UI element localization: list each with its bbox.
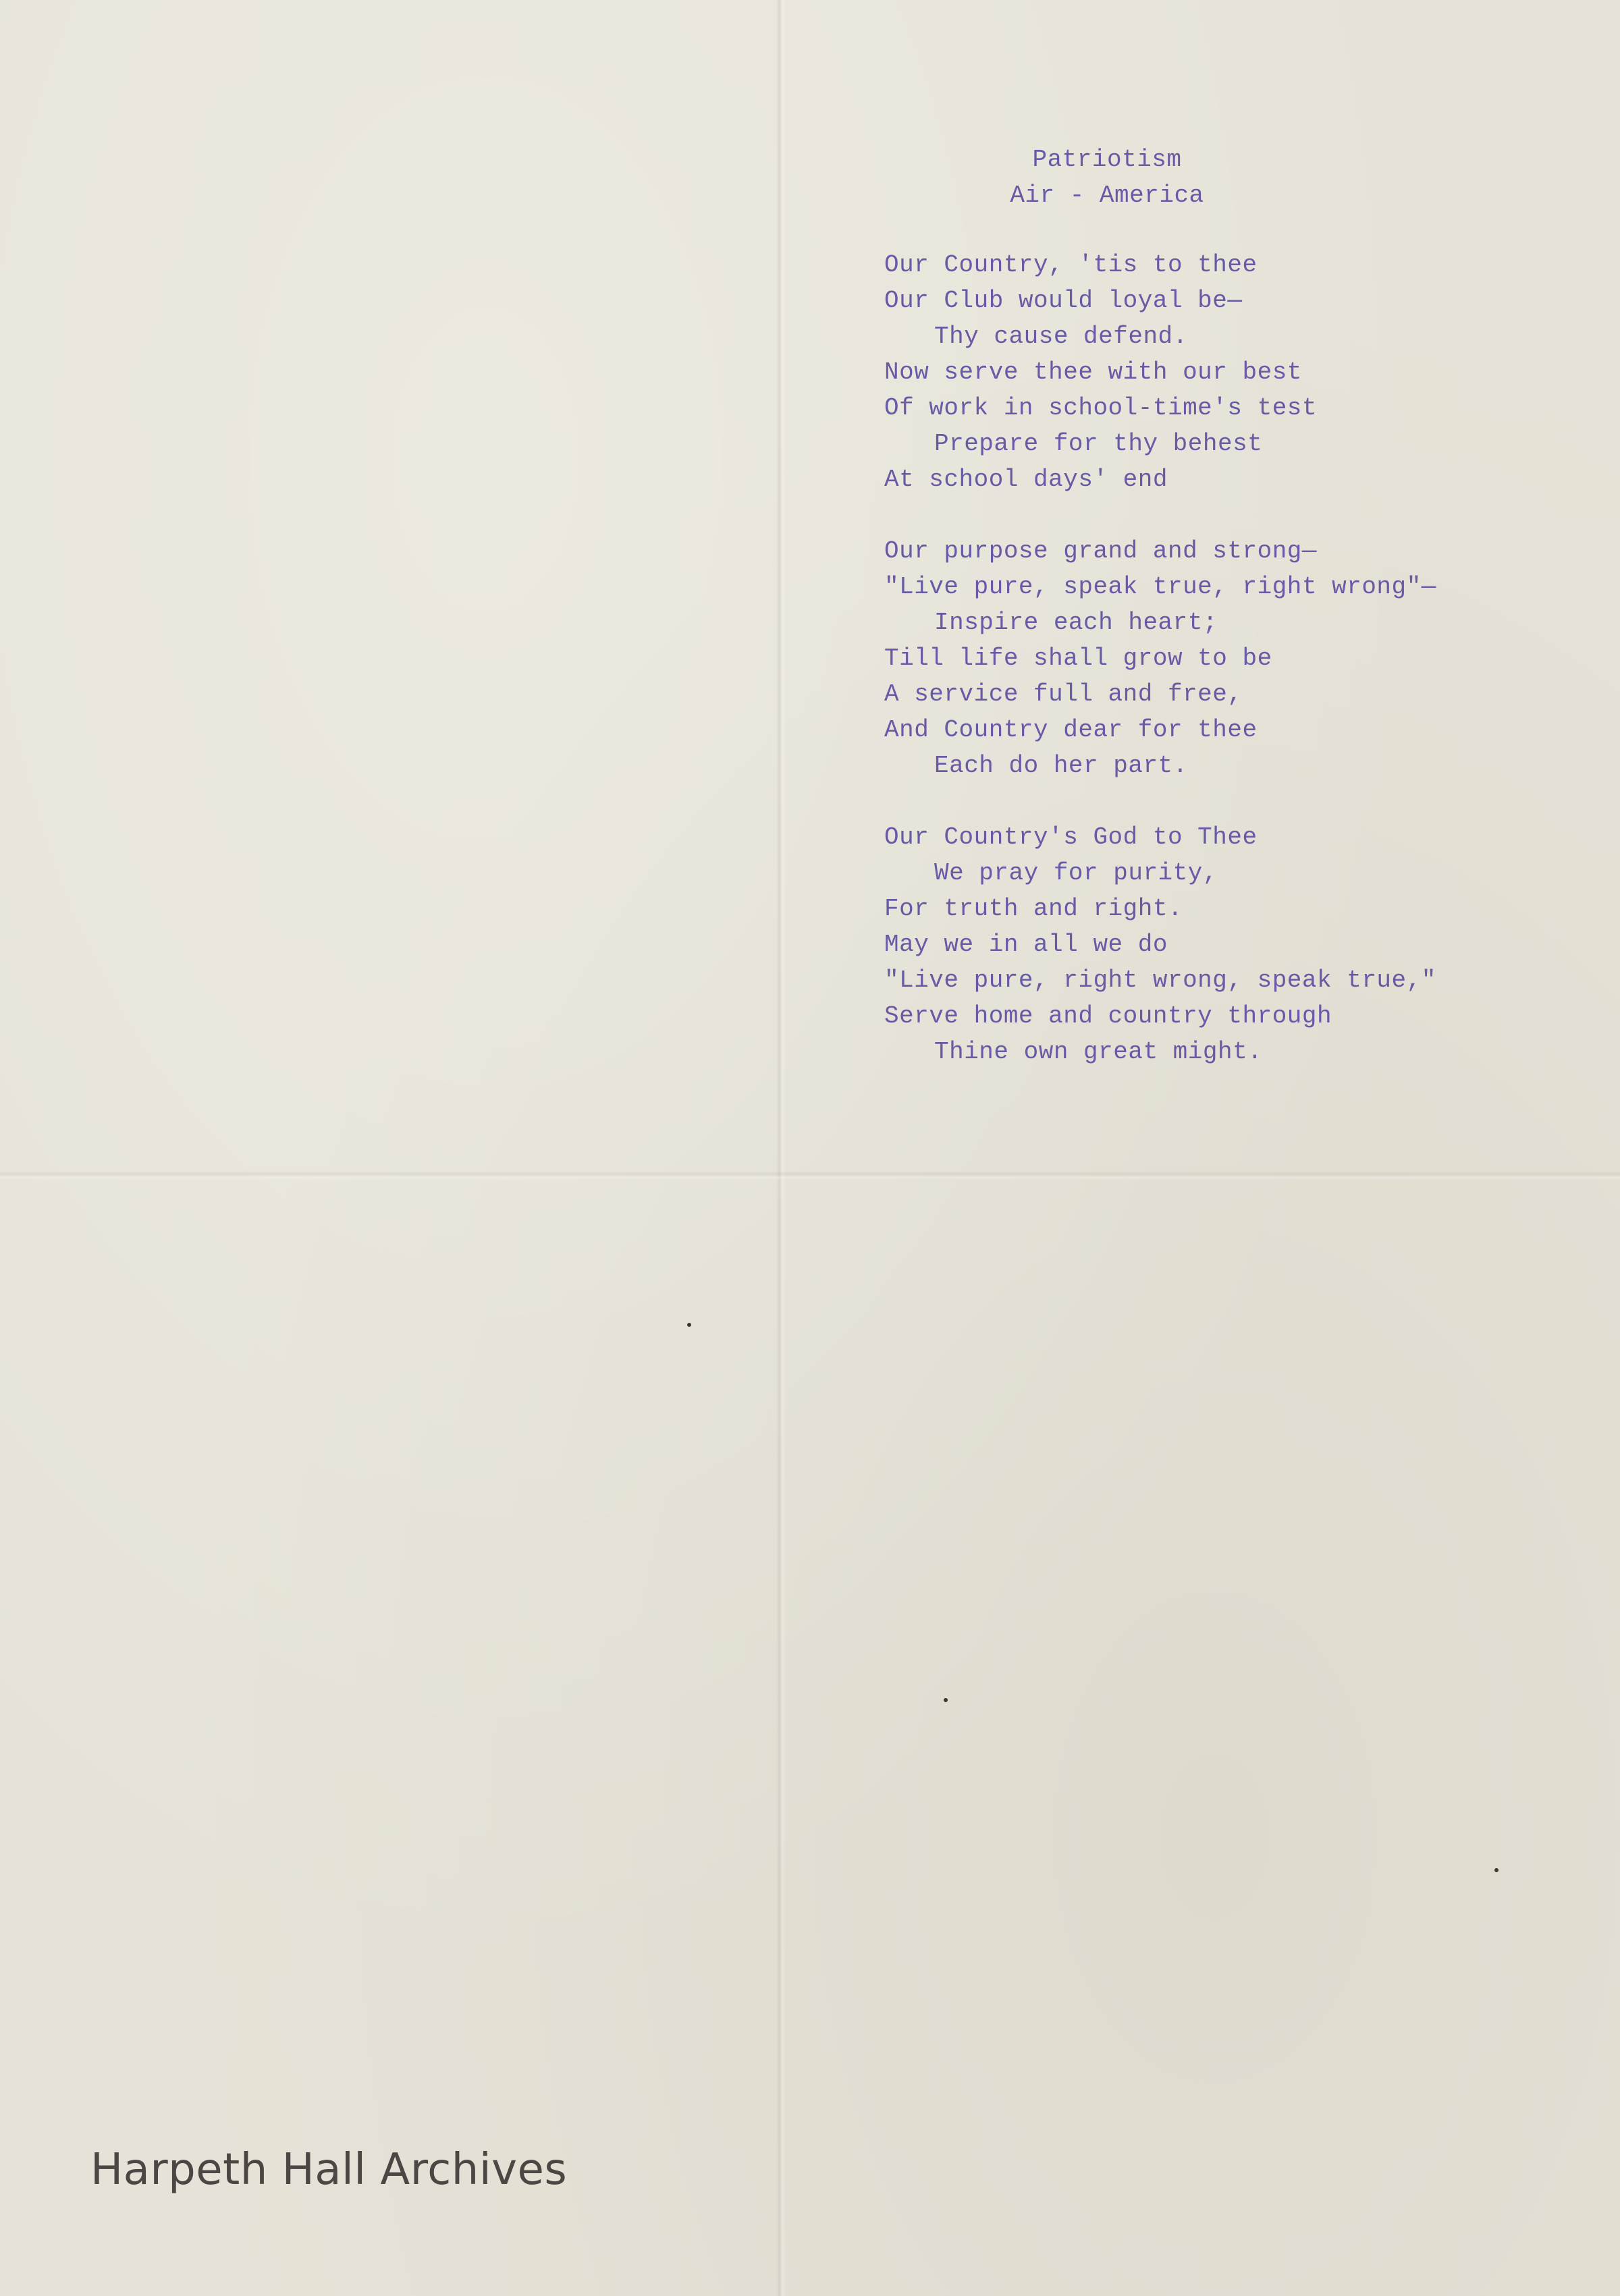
poem-line: A service full and free, (884, 680, 1243, 708)
poem-line: Our Country's God to Thee (884, 823, 1258, 851)
archive-watermark: Harpeth Hall Archives (90, 2145, 568, 2195)
poem (884, 142, 1559, 1070)
poem-line: Till life shall grow to be (884, 645, 1272, 672)
poem-title: Patriotism (1032, 146, 1182, 173)
poem-line: And Country dear for thee (884, 716, 1258, 744)
poem-line: At school days' end (884, 466, 1168, 493)
poem-line: Our purpose grand and strong— (884, 537, 1318, 565)
stanza-3 (884, 819, 1559, 1070)
poem-subtitle: Air - America (1010, 182, 1204, 209)
poem-line: Prepare for thy behest (934, 430, 1263, 458)
poem-line: Our Country, 'tis to thee (884, 251, 1258, 279)
horizontal-fold-line (0, 1171, 1620, 1180)
poem-line: "Live pure, right wrong, speak true," (884, 966, 1436, 994)
poem-stanzas (884, 247, 1559, 1070)
poem-line: Thy cause defend. (934, 323, 1188, 350)
stanza-1 (884, 247, 1559, 497)
poem-line: We pray for purity, (934, 859, 1218, 887)
vertical-fold-line (776, 0, 786, 2296)
poem-line: Each do her part. (934, 752, 1188, 780)
poem-line: Serve home and country through (884, 1002, 1332, 1030)
poem-line: Thine own great might. (934, 1038, 1263, 1066)
poem-line: "Live pure, speak true, right wrong"— (884, 573, 1436, 601)
poem-line: For truth and right. (884, 895, 1183, 923)
ink-speck (944, 1698, 948, 1702)
ink-speck (1494, 1868, 1498, 1872)
stanza-2 (884, 533, 1559, 784)
poem-line: May we in all we do (884, 931, 1168, 958)
poem-line: Our Club would loyal be— (884, 287, 1243, 315)
ink-speck (687, 1323, 691, 1327)
poem-line: Inspire each heart; (934, 609, 1218, 636)
poem-line: Of work in school-time's test (884, 394, 1318, 422)
poem-line: Now serve thee with our best (884, 358, 1302, 386)
